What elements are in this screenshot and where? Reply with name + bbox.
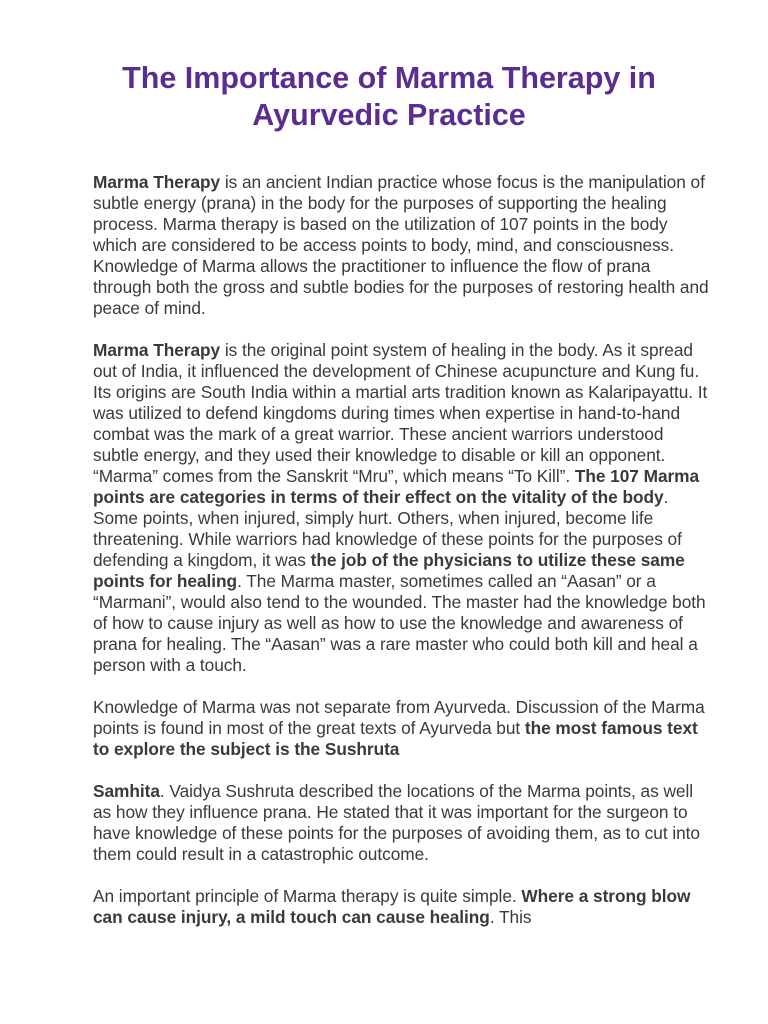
text-run: is the original point system of healing in the body. As it spread out of India, it influenced the development of Chinese acupuncture and Kung fu. Its origins are South India within a martial arts tradition known as Kalaripayattu. It was utilized to defend kingdoms during times when expertise in hand-to-hand combat was the mark of a great warrior. These ancient warriors understood subtle energy, and they used their knowledge to disable or kill an opponent. “Marma” comes from the Sanskrit “Mru”, which means “To Kill”.: [93, 340, 708, 486]
bold-text-run: the job of the physicians to utilize these same points for healing: [93, 550, 685, 591]
bold-text-run: Samhita: [93, 781, 160, 801]
bold-text-run: the most famous text to explore the subject is the Sushruta: [93, 718, 698, 759]
text-run: . This: [489, 907, 532, 927]
bold-text-run: Marma Therapy: [93, 172, 221, 192]
document-body: [93, 172, 710, 928]
text-run: is an ancient Indian practice whose focus is the manipulation of subtle energy (prana) in the body for the purposes of supporting the healing process. Marma therapy is based on the utilization of 107 points in the body which are considered to be access points to body, mind, and consciousness. Knowledge of Marma allows the practitioner to influence the flow of prana through both the gross and subtle bodies for the purposes of restoring health and peace of mind.: [93, 172, 709, 318]
bold-text-run: Where a strong blow can cause injury, a mild touch can cause healing: [93, 886, 691, 927]
paragraph: [93, 886, 710, 928]
text-run: An important principle of Marma therapy is quite simple.: [93, 886, 522, 906]
paragraph: [93, 781, 710, 865]
paragraph: [93, 697, 710, 760]
paragraph: [93, 172, 710, 319]
bold-text-run: Marma Therapy: [93, 340, 221, 360]
text-run: . Some points, when injured, simply hurt. Others, when injured, become life threatening. While warriors had knowledge of these points for the purposes of defending a kingdom, it was: [93, 487, 682, 570]
bold-text-run: The 107 Marma points are categories in terms of their effect on the vitality of the body: [93, 466, 700, 507]
text-run: Knowledge of Marma was not separate from Ayurveda. Discussion of the Marma points is found in most of the great texts of Ayurveda but: [93, 697, 705, 738]
paragraph: [93, 340, 710, 676]
document-title: The Importance of Marma Therapy in Ayurvedic Practice: [122, 61, 656, 132]
text-run: . Vaidya Sushruta described the locations of the Marma points, as well as how they influence prana. He stated that it was important for the surgeon to have knowledge of these points for the purposes of avoiding them, as to cut into them could result in a catastrophic outcome.: [93, 781, 700, 864]
text-run: . The Marma master, sometimes called an “Aasan” or a “Marmani”, would also tend to the wounded. The master had the knowledge both of how to cause injury as well as how to use the knowledge and awareness of prana for healing. The “Aasan” was a rare master who could both kill and heal a person with a touch.: [93, 571, 706, 675]
